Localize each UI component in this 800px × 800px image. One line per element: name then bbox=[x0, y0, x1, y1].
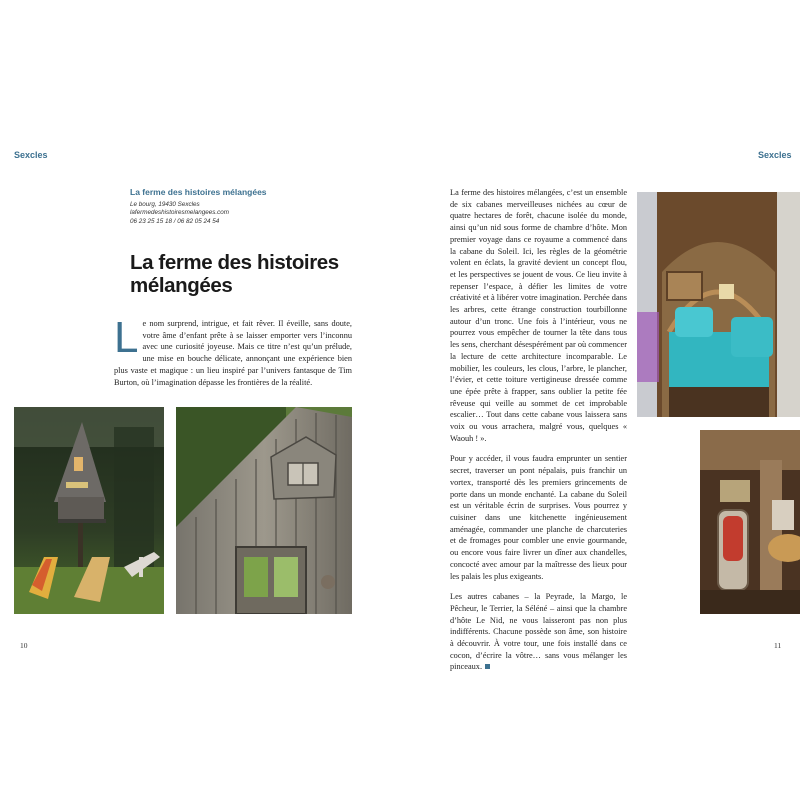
headline-line-2: mélangées bbox=[130, 274, 233, 297]
page-number-right: 11 bbox=[774, 641, 782, 650]
headline-line-1: La ferme des histoires bbox=[130, 251, 339, 274]
drop-cap: L bbox=[114, 313, 139, 362]
intro-paragraph bbox=[114, 313, 352, 388]
info-box bbox=[130, 187, 370, 226]
body-paragraph-3 bbox=[450, 591, 627, 673]
photo-wooden-facade bbox=[176, 407, 352, 614]
info-phones: 06 23 25 15 18 / 06 82 05 24 54 bbox=[130, 217, 220, 225]
end-mark bbox=[485, 664, 490, 669]
photo-bedroom-interior bbox=[637, 192, 800, 417]
running-head-right: Sexcles bbox=[758, 150, 792, 160]
photo-treehouse-exterior bbox=[14, 407, 164, 614]
article-headline bbox=[130, 251, 370, 297]
body-paragraph-3-text: Les autres cabanes – la Peyrade, la Margo, le Pêcheur, le Terrier, la Séléné – ainsi que la chambre d’hôte Le Nid, ne vous laisseront pas non plus indifférents. Chacune possède son âme, son histoire à découvrir. À votre tour, une fois installé dans ce cocon, d’écrire la vôtre… sans vous mélanger les pinceaux. bbox=[450, 592, 627, 672]
body-paragraph-1: La ferme des histoires mélangées, c’est un ensemble de six cabanes merveilleuses nichées au cœur de quatre hectares de forêt, chacune isolée du monde, ainsi qu’un nid sous forme de chambre d’hôte. Mon premier voyage dans ce royaume a commencé dans la cabane du Soleil. Ici, les règles de la géométrie volent en éclats, la gravité devient un concept flou, et les perspectives se jouent de vous. Ce lieu invite à repenser l’espace, à défier les limites de votre créativité et à libérer votre imagination. Perchée dans les arbres, cette étrange construction tourbillonne autour d’un tronc. Une fois à l’intérieur, vous ne pourrez vous empêcher de tourner la tête dans tous les sens, cherchant désespérément par où commencer la lecture de cette architecture incomparable. Le mobilier, les couleurs, les clous, l’arbre, le plancher, l’évier, et cette toiture vertigineuse dressée comme une épée prête à frapper, sans oublier la petite fée rêveuse qui veille au sommet de cet improbable escalier… Tout dans cette cabane vous laissera sans voix ou vous arrachera, malgré vous, quelques « Waouh ! ». bbox=[450, 188, 627, 443]
info-box-title: La ferme des histoires mélangées bbox=[130, 187, 267, 197]
article-column-2 bbox=[450, 187, 627, 673]
intro-text: e nom surprend, intrigue, et fait rêver. Il éveille, sans doute, votre âme d’enfant prête à se laisser emporter vers l’inconnu avec une curiosité joyeuse. Mais ce titre n’est qu’un prélude, une mise en bouche délicate, annonçant une expérience bien plus vaste et magique : un lieu inspiré par l’univers fantasque de Tim Burton, où l’imagination dépasse les frontières de la réalité. bbox=[114, 319, 352, 387]
photo-interior-chair bbox=[700, 430, 800, 614]
info-website: lafermedeshistoiresmelangees.com bbox=[130, 209, 230, 217]
running-head-left: Sexcles bbox=[14, 150, 48, 160]
page-number-left: 10 bbox=[20, 641, 28, 650]
body-paragraph-2: Pour y accéder, il vous faudra emprunter un sentier secret, traverser un pont népalais, puis franchir un vortex, transporté dès les premiers grincements de porte dans un monde enchanté. La cabane du Soleil est un véritable écrin de surprises. Vous pourrez y cuisiner dans une kitchenette ingénieusement aménagée, commander une planche de charcuteries et de fromages pour combler une envie gourmande, ou encore vous faire livrer un dîner aux chandelles, concocté avec amour par la maîtresse des lieux pour les palais les plus exigeants. bbox=[450, 454, 627, 581]
info-address: Le bourg, 19430 Sexcles bbox=[130, 201, 200, 208]
